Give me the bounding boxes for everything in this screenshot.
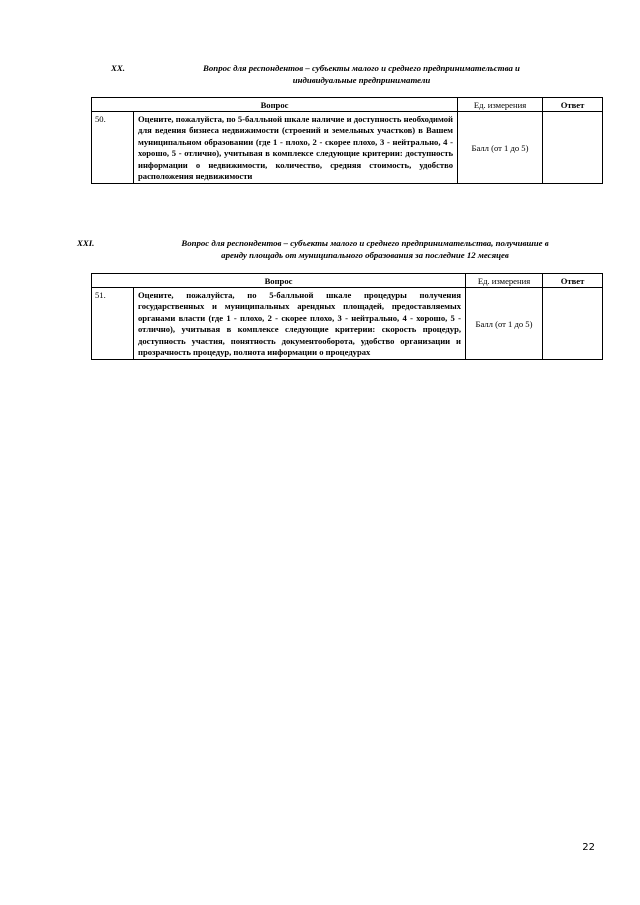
section-title-line: индивидуальные предприниматели bbox=[292, 75, 431, 85]
section-number: XXI. bbox=[77, 238, 95, 248]
page-number: 22 bbox=[582, 842, 595, 853]
answer-cell[interactable] bbox=[543, 112, 603, 184]
section-heading bbox=[111, 62, 611, 88]
section-title-line: аренду площадь от муниципального образования за последние 12 месяцев bbox=[221, 250, 509, 260]
header-answer: Ответ bbox=[543, 98, 603, 112]
header-question: Вопрос bbox=[92, 98, 458, 112]
header-question: Вопрос bbox=[92, 274, 466, 288]
question-table bbox=[91, 97, 603, 184]
question-number: 50. bbox=[92, 112, 134, 184]
unit-value: Балл (от 1 до 5) bbox=[466, 288, 543, 360]
unit-value: Балл (от 1 до 5) bbox=[458, 112, 543, 184]
header-unit: Ед. измерения bbox=[458, 98, 543, 112]
section-number: XX. bbox=[111, 63, 125, 73]
header-answer: Ответ bbox=[543, 274, 603, 288]
header-unit: Ед. измерения bbox=[466, 274, 543, 288]
question-text: Оцените, пожалуйста, по 5-балльной шкале наличие и доступность необходимой для ведения бизнеса недвижимости (строений и земельных участков) в Вашем муниципальном образовании (где 1 - плохо, 2 - скорее плохо, 3 - нейтрально, 4 - хорошо, 5 - отлично), учитывая в комплексе следующие критерии: доступность информации о недвижимости, количество, средняя стоимость, удобство расположения недвижимости bbox=[134, 112, 458, 184]
section-title bbox=[135, 237, 595, 261]
table-row bbox=[92, 288, 603, 360]
question-number: 51. bbox=[92, 288, 134, 360]
table-header-row bbox=[92, 274, 603, 288]
section-title bbox=[159, 62, 564, 86]
section-heading bbox=[77, 237, 607, 263]
table-header-row bbox=[92, 98, 603, 112]
question-text: Оцените, пожалуйста, по 5-балльной шкале процедуры получения государственных и муниципальных арендных площадей, предоставляемых органами власти (где 1 - плохо, 2 - скорее плохо, 3 - нейтрально, 4 - хорошо, 5 - отлично), учитывая в комплексе следующие критерии: скорость процедур, доступность участия, понятность документооборота, удобство организации и прозрачность процедур, полнота информации о процедурах bbox=[134, 288, 466, 360]
section-title-line: Вопрос для респондентов – субъекты малого и среднего предпринимательства, получившие в bbox=[181, 238, 549, 248]
answer-cell[interactable] bbox=[543, 288, 603, 360]
section-title-line: Вопрос для респондентов – субъекты малого и среднего предпринимательства и bbox=[203, 63, 520, 73]
table-row bbox=[92, 112, 603, 184]
question-table bbox=[91, 273, 603, 360]
